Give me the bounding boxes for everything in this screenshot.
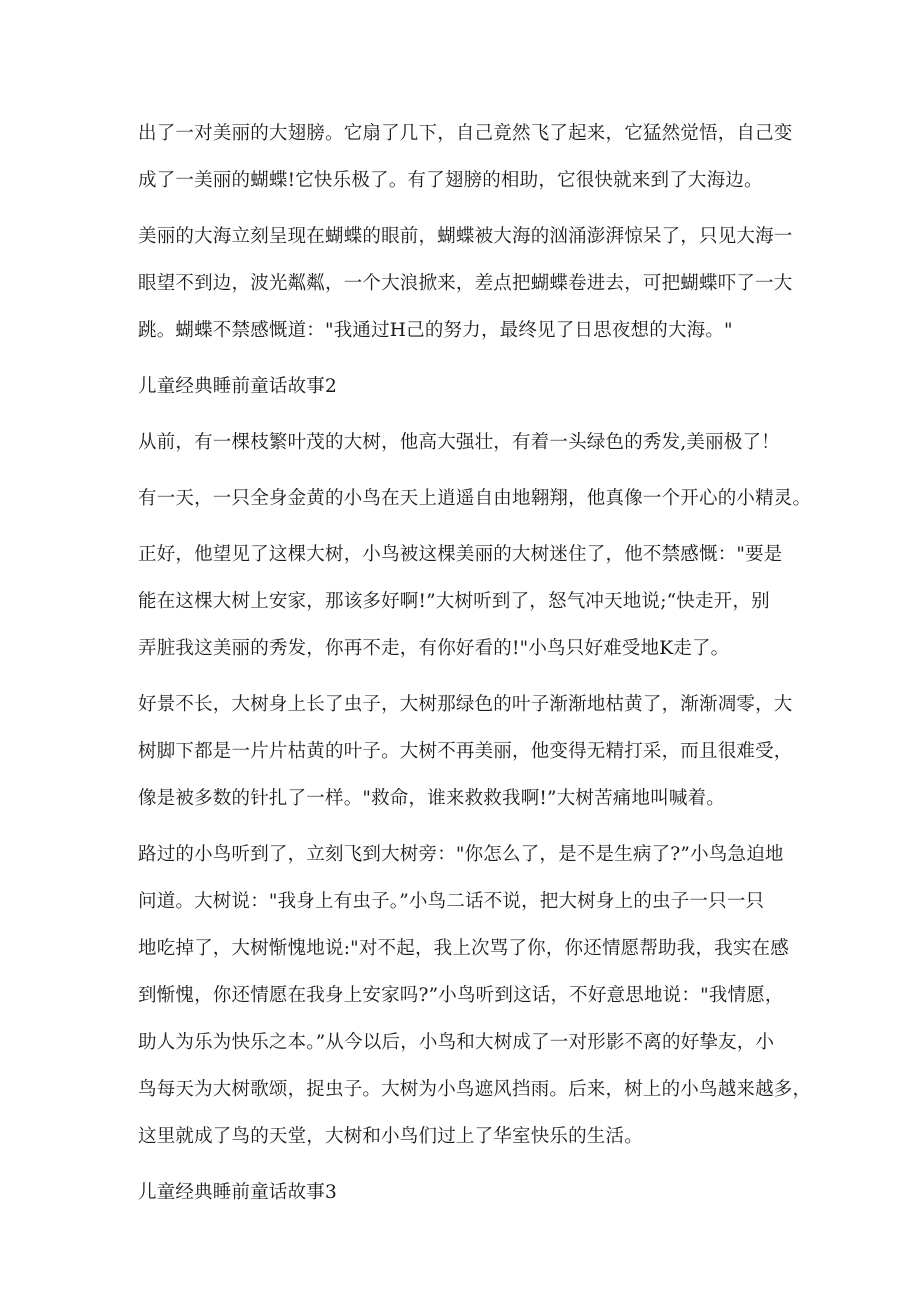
text-line: 好景不长，大树身上长了虫子，大树那绿色的叶子渐渐地枯黄了，渐渐凋零，大 bbox=[138, 694, 793, 715]
text-line: 儿童经典睡前童话故事3 bbox=[138, 1182, 337, 1203]
paragraph bbox=[138, 831, 812, 1160]
paragraph bbox=[138, 110, 794, 204]
paragraph bbox=[138, 681, 794, 822]
text-line: 美丽的大海立刻呈现在蝴蝶的眼前，蝴蝶被大海的汹涌澎湃惊呆了，只见大海一 bbox=[138, 226, 793, 247]
text-line: 问道。大树说："我身上有虫子。”小鸟二话不说，把大树身上的虫子一只一只 bbox=[138, 891, 765, 912]
paragraph bbox=[138, 531, 794, 672]
text-line: 能在这棵大树上安家，那该多好啊!”大树听到了，怒气冲天地说;“快走开，别 bbox=[138, 591, 770, 612]
paragraph bbox=[138, 419, 794, 466]
text-line: 树脚下都是一片片枯黄的叶子。大树不再美丽，他变得无精打采，而且很难受， bbox=[138, 741, 793, 762]
text-line: 鸟每天为大树歌颂，捉虫子。大树为小鸟遮风挡雨。后来，树上的小鸟越来越多， bbox=[138, 1079, 812, 1100]
text-line: 跳。蝴蝶不禁感慨道："我通过H己的努力，最终见了日思夜想的大海。" bbox=[138, 320, 733, 341]
text-line: 儿童经典睡前童话故事2 bbox=[138, 376, 337, 397]
text-line: 有一天，一只全身金黄的小鸟在天上逍遥自由地翱翔，他真像一个开心的小精灵。 bbox=[138, 488, 812, 509]
text-line: 地吃掉了，大树惭愧地说:"对不起，我上次骂了你，你还情愿帮助我，我实在感 bbox=[138, 938, 789, 959]
text-line: 助人为乐为快乐之本。”从今以后，小鸟和大树成了一对形影不离的好挚友，小 bbox=[138, 1032, 775, 1053]
document-body bbox=[138, 110, 812, 1225]
section-heading bbox=[138, 363, 794, 410]
text-line: 像是被多数的针扎了一样。"救命，谁来救救我啊!”大树苦痛地叫喊着。 bbox=[138, 788, 726, 809]
text-line: 眼望不到边，波光粼粼，一个大浪掀来，差点把蝴蝶卷进去，可把蝴蝶吓了一大 bbox=[138, 273, 793, 294]
text-line: 路过的小鸟听到了，立刻飞到大树旁："你怎么了，是不是生病了?”小鸟急迫地 bbox=[138, 844, 784, 865]
text-line: 出了一对美丽的大翅膀。它扇了几下，自己竟然飞了起来，它猛然觉悟，自己变 bbox=[138, 123, 793, 144]
text-line: 这里就成了鸟的天堂，大树和小鸟们过上了华室快乐的生活。 bbox=[138, 1126, 643, 1147]
text-line: 正好，他望见了这棵大树，小鸟被这棵美丽的大树迷住了，他不禁感慨："要是 bbox=[138, 544, 783, 565]
section-heading bbox=[138, 1169, 794, 1216]
paragraph bbox=[138, 475, 812, 522]
text-line: 成了一美丽的蝴蝶!它快乐极了。有了翅膀的相助，它很快就来到了大海边。 bbox=[138, 170, 763, 191]
text-line: 弄脏我这美丽的秀发，你再不走，有你好看的!"小鸟只好难受地K走了。 bbox=[138, 638, 730, 659]
paragraph bbox=[138, 213, 794, 354]
text-line: 到惭愧，你还情愿在我身上安家吗?”小鸟听到这话，不好意思地说："我情愿， bbox=[138, 985, 784, 1006]
text-line: 从前，有一棵枝繁叶茂的大树，他高大强壮，有着一头绿色的秀发,美丽极了！ bbox=[138, 432, 780, 453]
